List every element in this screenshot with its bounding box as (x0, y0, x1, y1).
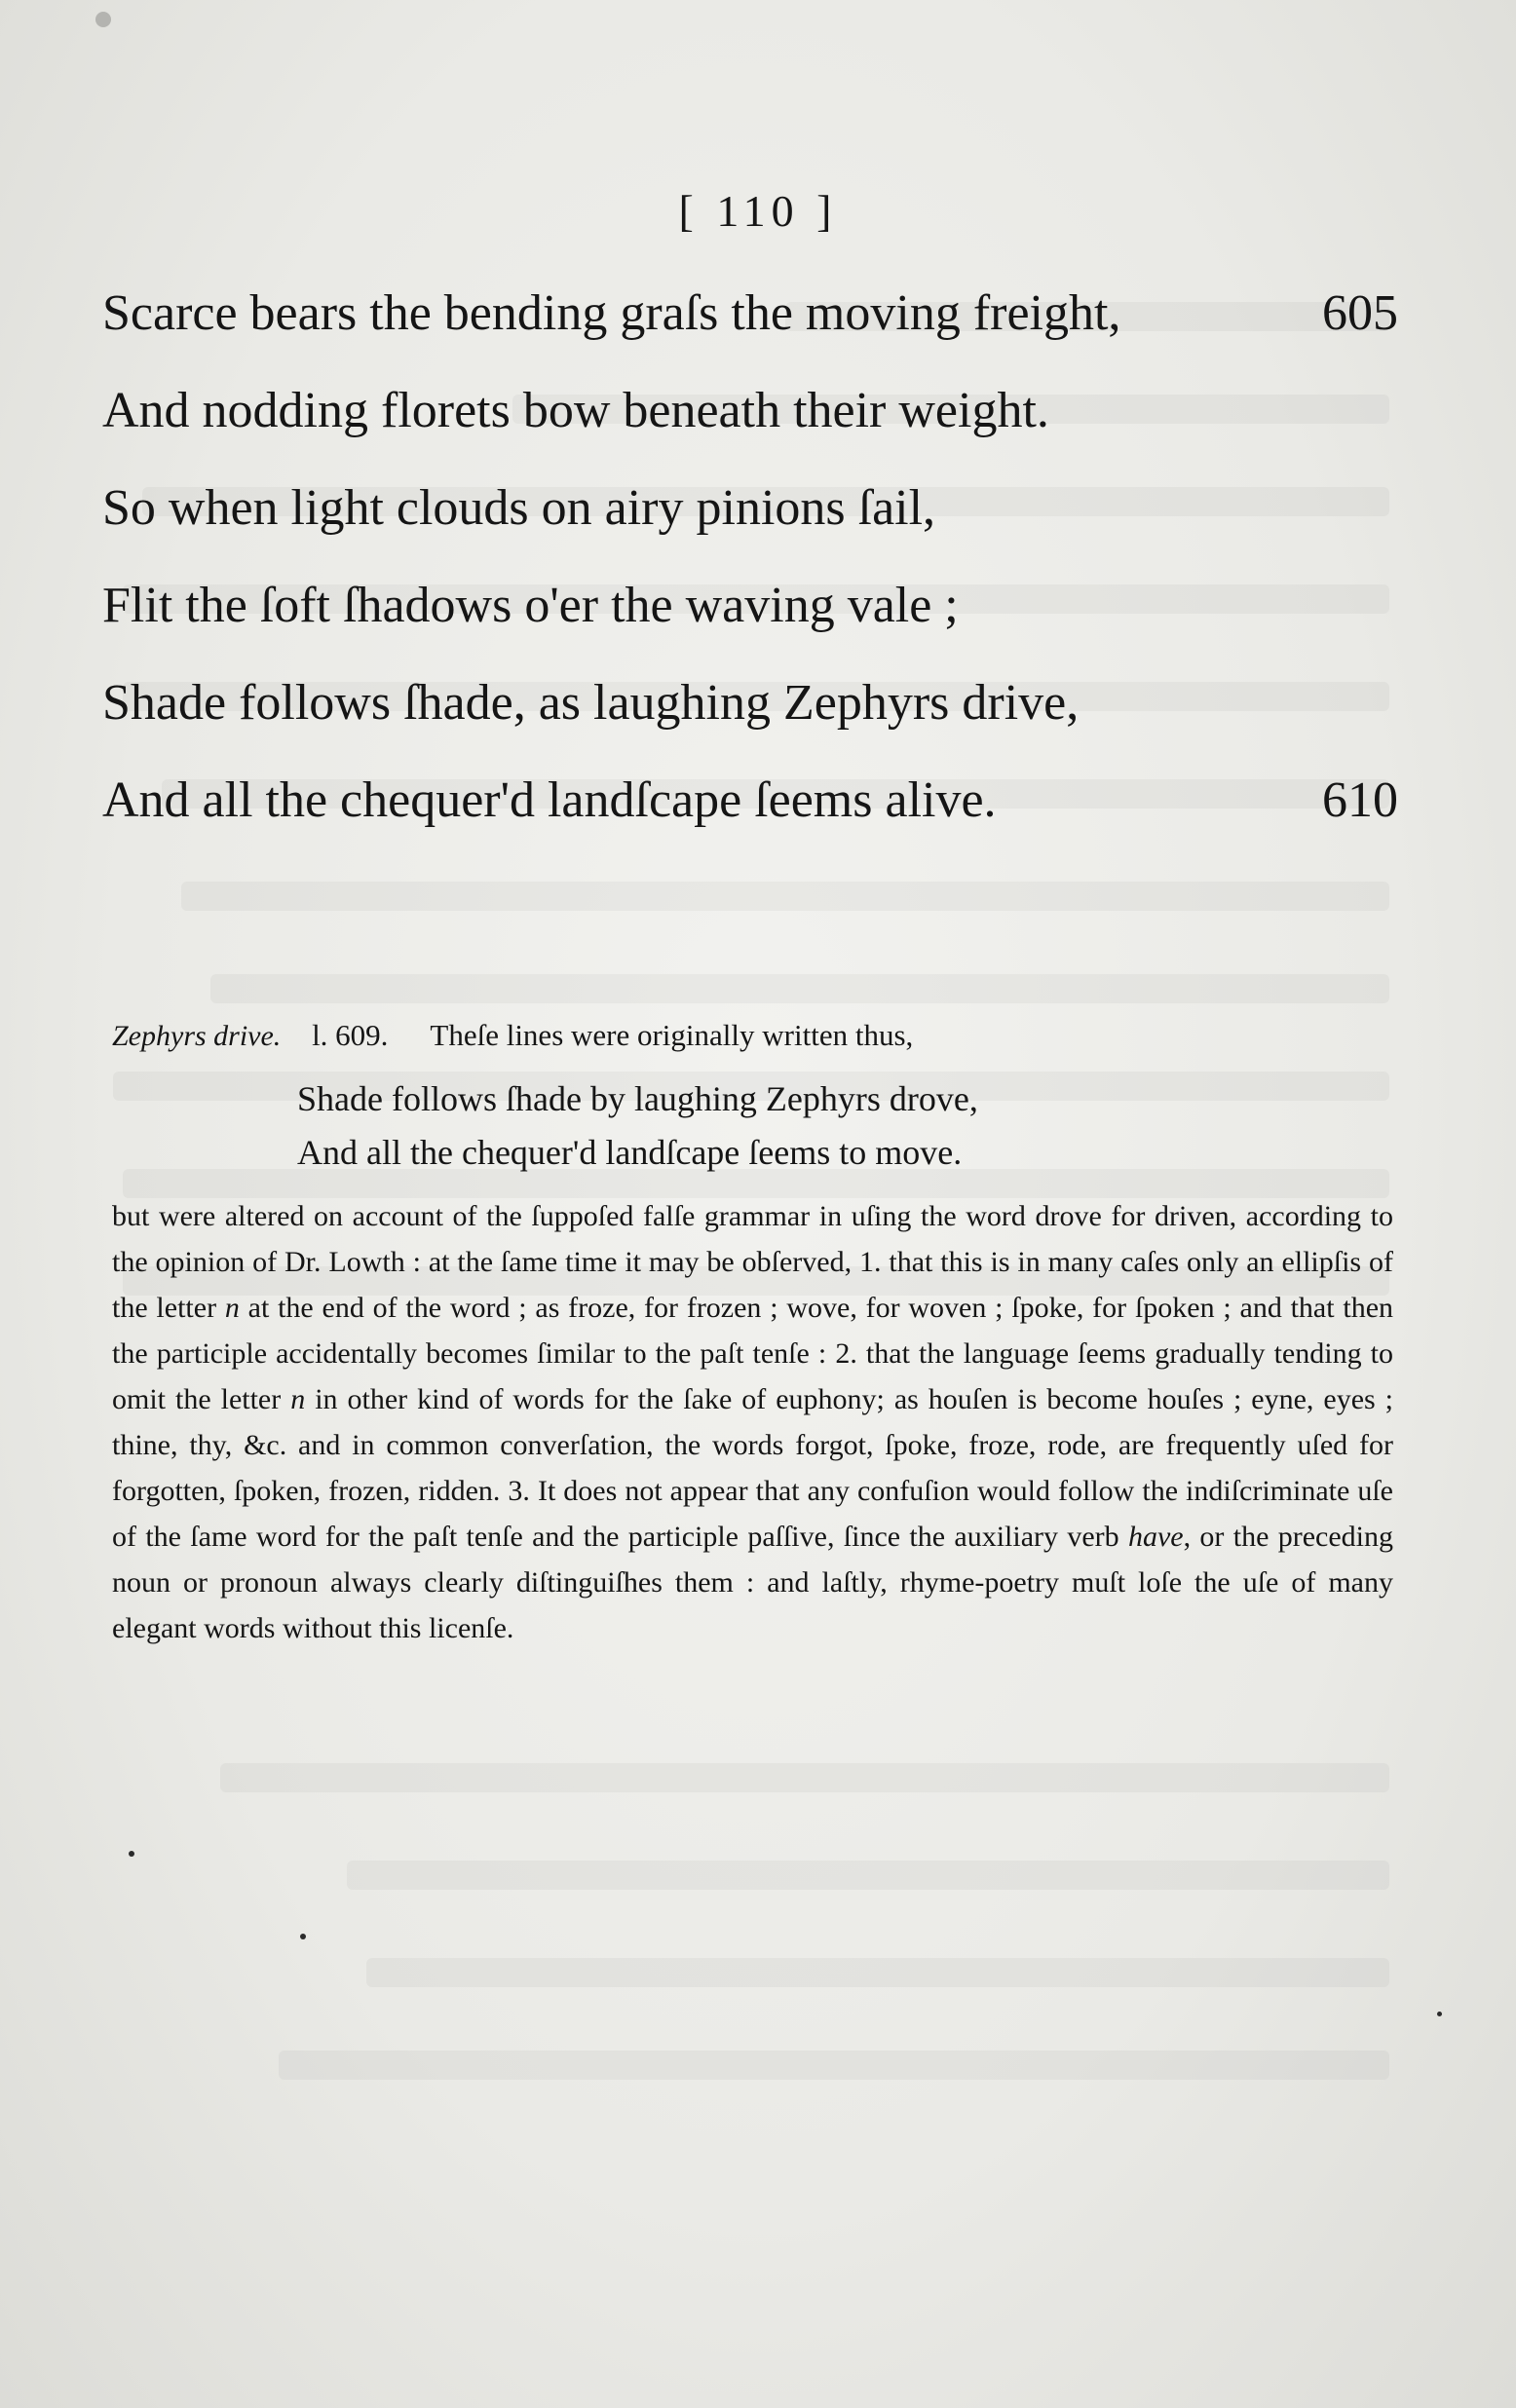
footnote-text: , or the preceding noun or pronoun always clearly diſtinguiſhes them : and laſtly, rhyme-poetry muſt loſe the uſe of many elegant words without this licenſe. (112, 1521, 1393, 1644)
footnote-line-reference: l. 609. (312, 1018, 389, 1052)
verse-line (102, 557, 1398, 655)
verse-block (102, 265, 1398, 849)
verse-line-text: And all the chequer'd landſcape ſeems alive. (102, 772, 997, 828)
line-number: 610 (1322, 772, 1398, 828)
italic-letter: n (224, 1292, 240, 1324)
ink-speck (129, 1851, 134, 1857)
verse-line (102, 655, 1398, 752)
ink-speck (95, 12, 111, 27)
footnote-text: but were altered on account of the ſuppoſed falſe grammar in uſing the word drove for driven, according to the opinion of Dr. Lowth : at the ſame time it may be obſerved, 1. that this is in many caſes only an ellipſis of the letter (112, 1200, 1393, 1324)
quote-line: Shade follows ſhade by laughing Zephyrs drove, (297, 1079, 978, 1118)
ink-speck (300, 1934, 306, 1939)
verse-line-text: And nodding florets bow beneath their weight. (102, 383, 1049, 438)
quote-line: And all the chequer'd landſcape ſeems to move. (297, 1133, 963, 1172)
ink-speck (1437, 2012, 1442, 2016)
footnote (112, 1011, 1393, 1651)
verse-line (102, 362, 1398, 460)
footnote-heading (112, 1011, 1393, 1061)
italic-word: have (1127, 1521, 1184, 1553)
verse-line (102, 752, 1398, 849)
verse-line-text: So when light clouds on airy pinions ſail, (102, 480, 936, 536)
footnote-intro: Theſe lines were originally written thus, (430, 1018, 914, 1052)
verse-line (102, 265, 1398, 362)
footnote-reference: Zephyrs drive. (112, 1020, 282, 1052)
verse-line-text: Shade follows ſhade, as laughing Zephyrs drive, (102, 675, 1080, 731)
verse-line-text: Flit the ſoft ſhadows o'er the waving vale ; (102, 578, 959, 633)
verse-line (102, 460, 1398, 557)
footnote-text: in other kind of words for the ſake of euphony; as houſen is become houſes ; eyne, eyes ; thine, thy, &c. and in common converſation, the words forgot, ſpoke, froze, rode, are frequently uſed for forgotten, ſpoken, frozen, ridden. 3. It does not appear that any confuſion would follow the indiſcriminate uſe of the ſame word for the paſt tenſe and the participle paſſive, ſince the auxiliary verb (112, 1383, 1394, 1553)
italic-letter: n (290, 1383, 306, 1415)
verse-line-text: Scarce bears the bending graſs the moving freight, (102, 285, 1121, 341)
page-number: [ 110 ] (678, 186, 838, 236)
footnote-body (112, 1193, 1393, 1651)
line-number: 605 (1322, 285, 1398, 341)
original-lines-quote (297, 1072, 1393, 1180)
footnote-text: at the end of the word ; as froze, for frozen ; wove, for woven ; ſpoke, for ſpoken ; and that then the participle accidentally becomes ſimilar to the paſt tenſe : 2. that the language ſeems gradually tending to omit the letter (112, 1292, 1394, 1415)
